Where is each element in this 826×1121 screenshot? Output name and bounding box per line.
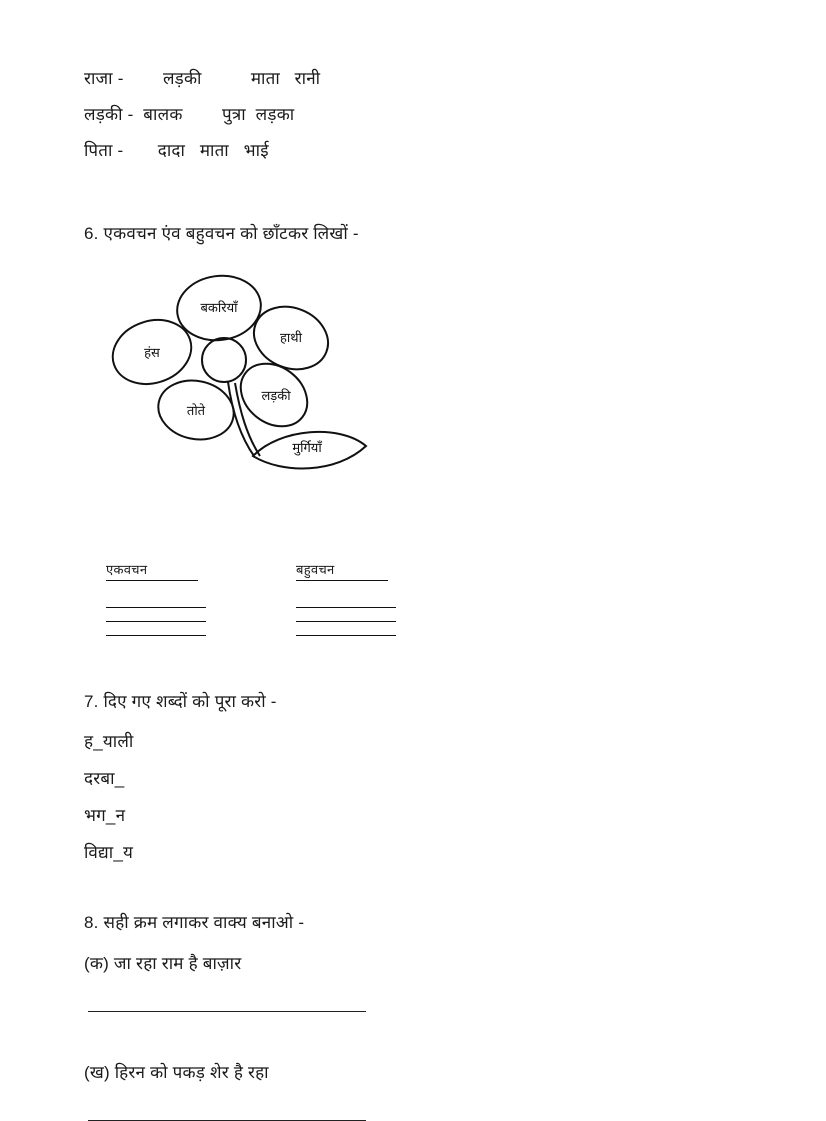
spacer xyxy=(84,178,756,224)
spacer xyxy=(84,640,756,692)
petal-label: हंस xyxy=(144,345,160,361)
fill-blank-item[interactable]: दरबा_ xyxy=(84,768,125,788)
answer-column-plural xyxy=(296,560,416,636)
sentence-item: (क) जा रहा राम है बाज़ार xyxy=(84,954,242,974)
answer-line[interactable] xyxy=(296,608,396,622)
sentence-item: (ख) हिरन को पकड़ शेर है रहा xyxy=(84,1063,269,1083)
question-6 xyxy=(84,224,756,640)
petal-label: तोते xyxy=(186,403,206,419)
answer-column-singular xyxy=(106,560,226,636)
word-row: पिता - दादा माता भाई xyxy=(84,141,269,160)
flower-diagram xyxy=(104,260,434,560)
word-row: राजा - लड़की माता रानी xyxy=(84,69,321,88)
answer-line[interactable] xyxy=(106,622,206,636)
question-6-heading: 6. एकवचन एंव बहुवचन को छाँटकर लिखों - xyxy=(84,224,359,243)
answer-line[interactable] xyxy=(296,622,396,636)
question-7-heading: 7. दिए गए शब्दों को पूरा करो - xyxy=(84,692,277,712)
question-7 xyxy=(84,692,756,860)
fill-blank-item[interactable]: भग_न xyxy=(84,805,126,825)
question-8 xyxy=(84,913,756,1121)
word-list xyxy=(84,70,756,159)
spacer xyxy=(84,1012,756,1042)
answer-line[interactable] xyxy=(296,594,396,608)
answer-lines xyxy=(106,594,226,636)
petal-label: लड़की xyxy=(261,388,291,404)
fill-blank-item[interactable]: ह_याली xyxy=(84,731,134,751)
petal-label: बकरियाँ xyxy=(200,300,238,316)
column-header-plural: बहुवचन xyxy=(296,560,388,581)
answer-columns xyxy=(106,560,436,640)
petal-label: हाथी xyxy=(280,330,302,346)
answer-lines xyxy=(296,594,416,636)
answer-line[interactable] xyxy=(106,608,206,622)
question-8-heading: 8. सही क्रम लगाकर वाक्य बनाओ - xyxy=(84,912,305,932)
fill-blank-item[interactable]: विद्या_य xyxy=(84,842,134,862)
answer-line[interactable] xyxy=(106,594,206,608)
leaf-label: मुर्गियाँ xyxy=(292,440,322,456)
spacer xyxy=(84,244,756,260)
spacer xyxy=(84,861,756,913)
word-row: लड़की - बालक पुत्रा लड़का xyxy=(84,105,295,124)
column-header-singular: एकवचन xyxy=(106,560,198,581)
